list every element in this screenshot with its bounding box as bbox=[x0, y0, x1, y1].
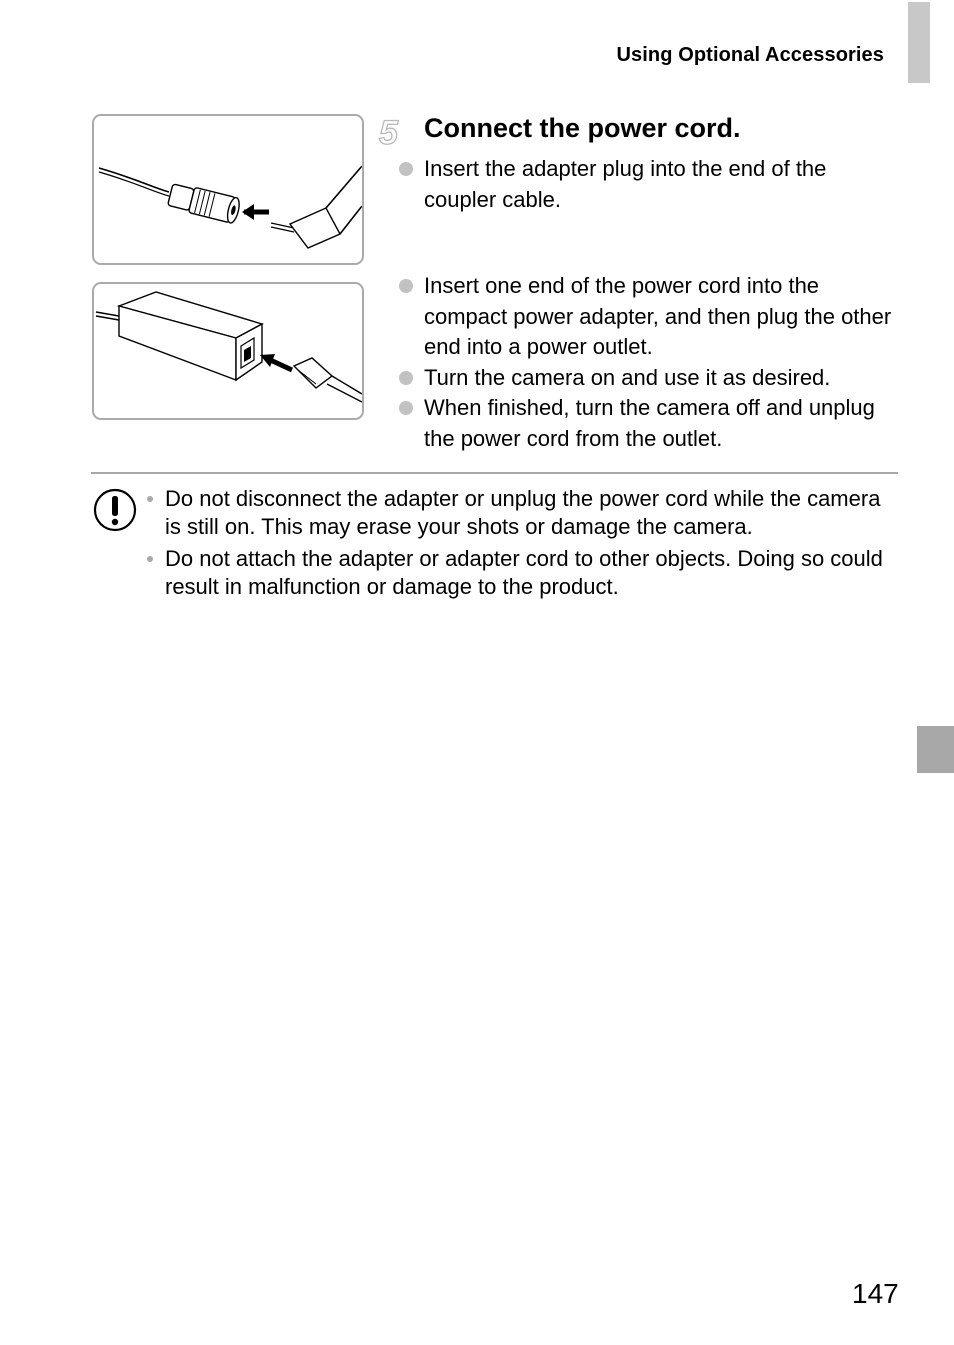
adapter-plug-illustration bbox=[94, 116, 362, 263]
illustration-adapter-plug bbox=[92, 114, 364, 265]
chapter-tab bbox=[917, 726, 954, 773]
step-bullets-group-2 bbox=[398, 271, 898, 454]
list-item: Do not attach the adapter or adapter cord to other objects. Doing so could result in malfunction or damage to the product. bbox=[147, 545, 897, 601]
step-title: Connect the power cord. bbox=[424, 113, 741, 143]
list-item: Turn the camera on and use it as desired. bbox=[398, 363, 898, 394]
bullet-icon bbox=[399, 401, 413, 415]
page-number: 147 bbox=[852, 1278, 899, 1309]
list-item: Insert one end of the power cord into the compact power adapter, and then plug the other end into a power outlet. bbox=[398, 271, 898, 363]
bullet-icon bbox=[399, 279, 413, 293]
bullet-icon bbox=[399, 162, 413, 176]
running-header: Using Optional Accessories bbox=[616, 44, 884, 66]
bullet-icon bbox=[399, 371, 413, 385]
list-item: Do not disconnect the adapter or unplug the power cord while the camera is still on. This may erase your shots or damage the camera. bbox=[147, 485, 897, 541]
power-cord-illustration bbox=[94, 284, 362, 418]
caution-notes bbox=[147, 485, 897, 605]
bullet-icon bbox=[147, 556, 153, 562]
list-item: Insert the adapter plug into the end of the coupler cable. bbox=[398, 154, 898, 215]
section-tab bbox=[908, 2, 930, 83]
section-divider bbox=[91, 472, 898, 474]
step-bullets-group-1 bbox=[398, 154, 898, 215]
bullet-icon bbox=[147, 496, 153, 502]
step-number: 5 bbox=[379, 114, 398, 152]
list-item: When finished, turn the camera off and unplug the power cord from the outlet. bbox=[398, 393, 898, 454]
illustration-power-cord bbox=[92, 282, 364, 420]
caution-icon bbox=[93, 488, 137, 532]
